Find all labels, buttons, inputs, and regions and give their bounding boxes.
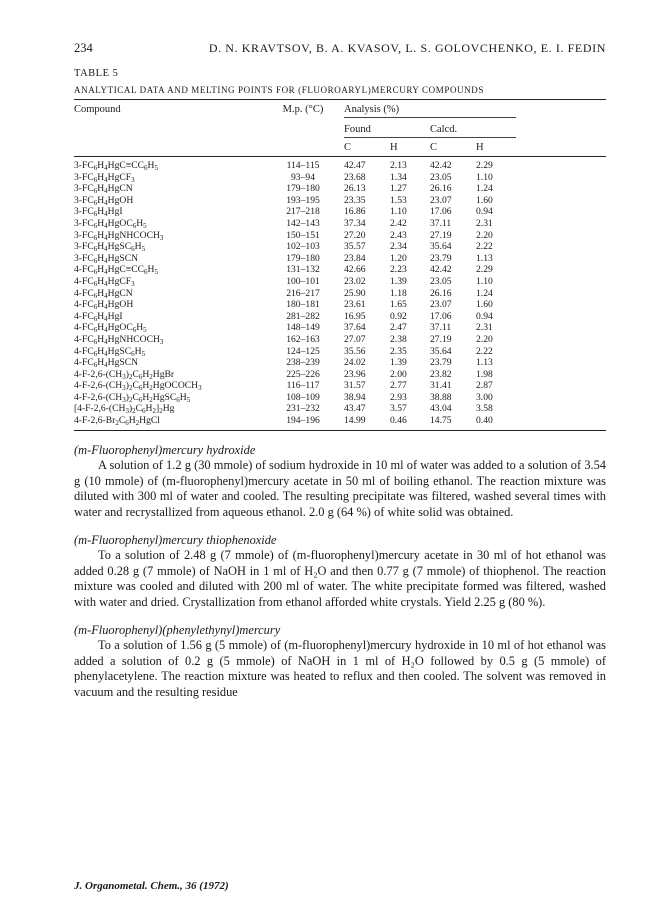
found-h-cell: 3.57 bbox=[390, 403, 407, 415]
calcd-c-cell: 35.64 bbox=[430, 241, 452, 253]
calcd-c-cell: 23.79 bbox=[430, 252, 452, 264]
table-row bbox=[74, 206, 606, 218]
mp-cell: 231–232 bbox=[286, 403, 320, 415]
mp-cell: 162–163 bbox=[286, 333, 320, 345]
found-c-cell: 42.47 bbox=[344, 160, 366, 171]
mp-cell: 116–117 bbox=[286, 380, 320, 392]
calcd-c-cell: 42.42 bbox=[430, 160, 452, 171]
calcd-h-cell: 1.24 bbox=[476, 183, 493, 195]
header-calcd: Calcd. bbox=[430, 124, 458, 135]
mp-cell: 142–143 bbox=[286, 217, 320, 229]
found-h-cell: 0.92 bbox=[390, 310, 407, 322]
calcd-h-cell: 2.31 bbox=[476, 217, 493, 229]
journal-page bbox=[74, 40, 606, 701]
table-row bbox=[74, 322, 606, 334]
compound-cell: $4-FC_6H_4HgI$ bbox=[74, 310, 123, 323]
calcd-c-cell: 42.42 bbox=[430, 264, 452, 276]
table-row bbox=[74, 288, 606, 300]
found-c-cell: 16.86 bbox=[344, 206, 366, 218]
found-h-cell: 2.00 bbox=[390, 368, 407, 380]
found-c-cell: 23.35 bbox=[344, 194, 366, 206]
found-h-cell: 2.38 bbox=[390, 333, 407, 345]
table-caption: ANALYTICAL DATA AND MELTING POINTS FOR (FLUOROARYL)MERCURY COMPOUNDS bbox=[74, 85, 484, 95]
found-c-cell: 23.96 bbox=[344, 368, 366, 380]
calcd-c-cell: 26.16 bbox=[430, 183, 452, 195]
calcd-h-cell: 1.10 bbox=[476, 171, 493, 183]
header-analysis: Analysis (%) bbox=[344, 104, 516, 118]
compound-cell: $4-FC_6H_4HgSCN$ bbox=[74, 357, 139, 370]
compound-cell: $4-FC_6H_4HgNHCOCH_3$ bbox=[74, 333, 164, 346]
calcd-h-cell: 2.20 bbox=[476, 229, 493, 241]
found-h-cell: 2.43 bbox=[390, 229, 407, 241]
table-row bbox=[74, 415, 606, 427]
header-found: Found bbox=[344, 124, 371, 135]
calcd-h-cell: 1.13 bbox=[476, 357, 493, 369]
calcd-h-cell: 2.29 bbox=[476, 264, 493, 276]
calcd-h-cell: 0.94 bbox=[476, 206, 493, 218]
calcd-h-cell: 2.29 bbox=[476, 160, 493, 171]
found-h-cell: 2.47 bbox=[390, 322, 407, 334]
section-paragraph: To a solution of 2.48 g (7 mmole) of (m-fluorophenyl)mercury acetate in 30 ml of hot ethanol was added 0.28 g (7 mmole) of NaOH in 1 ml of H₂O and then 0.77 g (7 mmole) of thiophenol. The reaction mixture was cooled and diluted with 200 ml of water. The white precipitate formed was filtered, washed with water and dried. Crystallization from ethanol afforded white crystals. Yield 2.25 g (80 %). bbox=[74, 548, 606, 609]
data-table bbox=[74, 99, 606, 431]
table-row bbox=[74, 264, 606, 276]
calcd-c-cell: 31.41 bbox=[430, 380, 452, 392]
calcd-c-cell: 23.07 bbox=[430, 194, 452, 206]
compound-cell: $4-FC_6H_4HgCN$ bbox=[74, 287, 133, 300]
journal-footer: J. Organometal. Chem., 36 (1972) bbox=[74, 880, 229, 892]
compound-cell: $4-FC_6H_4HgSC_6H_5$ bbox=[74, 345, 146, 358]
table-row bbox=[74, 299, 606, 311]
calcd-c-cell: 27.19 bbox=[430, 333, 452, 345]
calcd-h-cell: 2.31 bbox=[476, 322, 493, 334]
found-c-cell: 23.02 bbox=[344, 275, 366, 287]
found-c-cell: 26.13 bbox=[344, 183, 366, 195]
found-h-cell: 1.53 bbox=[390, 194, 407, 206]
calcd-c-cell: 23.82 bbox=[430, 368, 452, 380]
calcd-c-cell: 37.11 bbox=[430, 322, 452, 334]
found-c-cell: 16.95 bbox=[344, 310, 366, 322]
mp-cell: 238–239 bbox=[286, 357, 320, 369]
table-label: TABLE 5 bbox=[74, 68, 119, 79]
page-number: 234 bbox=[74, 40, 93, 55]
table-row bbox=[74, 334, 606, 346]
calcd-h-cell: 2.22 bbox=[476, 241, 493, 253]
calcd-h-cell: 2.20 bbox=[476, 333, 493, 345]
found-h-cell: 1.39 bbox=[390, 275, 407, 287]
found-h-cell: 1.10 bbox=[390, 206, 407, 218]
calcd-h-cell: 1.13 bbox=[476, 252, 493, 264]
compound-cell: $3-FC_6H_4HgC\equiv CC_6H_5$ bbox=[74, 160, 158, 172]
compound-cell: $4-FC_6H_4HgOC_6H_5$ bbox=[74, 322, 147, 335]
mp-cell: 108–109 bbox=[286, 391, 320, 403]
calcd-c-cell: 17.06 bbox=[430, 206, 452, 218]
compound-cell: $3-FC_6H_4HgSC_6H_5$ bbox=[74, 241, 146, 254]
found-c-cell: 37.64 bbox=[344, 322, 366, 334]
compound-cell: $3-FC_6H_4HgOH$ bbox=[74, 194, 134, 207]
section-paragraph: To a solution of 1.56 g (5 mmole) of (m-fluorophenyl)mercury hydroxide in 10 ml of hot ethanol was added a solution of 0.2 g (5 mmole) of NaOH in 1 ml of H₂O followed by 0.5 g (5 mmole) of phenylacetylene. The reaction mixture was heated to reflux and then cooled. The solvent was removed in vacuum and the resulting residue bbox=[74, 638, 606, 699]
mp-cell: 102–103 bbox=[286, 241, 320, 253]
calcd-h-cell: 0.40 bbox=[476, 415, 493, 427]
found-h-cell: 2.13 bbox=[390, 160, 407, 171]
found-h-cell: 1.18 bbox=[390, 287, 407, 299]
found-h-cell: 2.42 bbox=[390, 217, 407, 229]
calcd-h-cell: 0.94 bbox=[476, 310, 493, 322]
compound-cell: $4-FC_6H_4HgCF_3$ bbox=[74, 275, 135, 288]
found-h-cell: 1.20 bbox=[390, 252, 407, 264]
compound-cell: $4-F-2,6-(CH_3)_2C_6H_2HgOCOCH_3$ bbox=[74, 380, 202, 393]
table-row bbox=[74, 195, 606, 207]
found-h-cell: 2.34 bbox=[390, 241, 407, 253]
found-h-cell: 2.77 bbox=[390, 380, 407, 392]
calcd-c-cell: 37.11 bbox=[430, 217, 452, 229]
section-title: (m-Fluorophenyl)(phenylethynyl)mercury bbox=[74, 622, 281, 637]
mp-cell: 100–101 bbox=[286, 275, 320, 287]
calcd-h-cell: 1.60 bbox=[476, 299, 493, 311]
found-h-cell: 1.65 bbox=[390, 299, 407, 311]
compound-cell: $3-FC_6H_4HgNHCOCH_3$ bbox=[74, 229, 164, 242]
calcd-h-cell: 3.00 bbox=[476, 391, 493, 403]
found-h-cell: 2.93 bbox=[390, 391, 407, 403]
calcd-c-cell: 35.64 bbox=[430, 345, 452, 357]
found-c-cell: 31.57 bbox=[344, 380, 366, 392]
found-c-cell: 37.34 bbox=[344, 217, 366, 229]
calcd-h-cell: 1.10 bbox=[476, 275, 493, 287]
author-line: D. N. KRAVTSOV, B. A. KVASOV, L. S. GOLOVCHENKO, E. I. FEDIN bbox=[208, 40, 606, 55]
compound-cell: $3-FC_6H_4HgCN$ bbox=[74, 183, 133, 196]
header-found-c: C bbox=[344, 142, 352, 153]
table-row bbox=[74, 403, 606, 415]
calcd-h-cell: 2.22 bbox=[476, 345, 493, 357]
found-c-cell: 23.68 bbox=[344, 171, 366, 183]
calcd-c-cell: 14.75 bbox=[430, 415, 452, 427]
section-title: (m-Fluorophenyl)mercury thiophenoxide bbox=[74, 532, 277, 547]
table-row bbox=[74, 241, 606, 253]
header-compound: Compound bbox=[74, 104, 121, 115]
mp-cell: 216–217 bbox=[286, 287, 320, 299]
compound-cell: $4-F-2,6-(CH_3)_2C_6H_2HgBr$ bbox=[74, 368, 175, 381]
header-calcd-h: H bbox=[476, 142, 484, 153]
mp-cell: 179–180 bbox=[286, 252, 320, 264]
calcd-c-cell: 26.16 bbox=[430, 287, 452, 299]
table-row bbox=[74, 160, 606, 172]
found-c-cell: 23.61 bbox=[344, 299, 366, 311]
found-c-cell: 25.90 bbox=[344, 287, 366, 299]
found-c-cell: 38.94 bbox=[344, 391, 366, 403]
mp-cell: 193–195 bbox=[286, 194, 320, 206]
calcd-h-cell: 3.58 bbox=[476, 403, 493, 415]
section-title: (m-Fluorophenyl)mercury hydroxide bbox=[74, 442, 256, 457]
table-row bbox=[74, 346, 606, 358]
mp-cell: 148–149 bbox=[286, 322, 320, 334]
found-c-cell: 35.56 bbox=[344, 345, 366, 357]
found-c-cell: 43.47 bbox=[344, 403, 366, 415]
calcd-c-cell: 38.88 bbox=[430, 391, 452, 403]
compound-cell: $3-FC_6H_4HgSCN$ bbox=[74, 252, 139, 265]
table-row bbox=[74, 230, 606, 242]
compound-cell: $4-F-2,6-Br_2C_6H_2HgCl$ bbox=[74, 415, 160, 428]
found-c-cell: 35.57 bbox=[344, 241, 366, 253]
table-row bbox=[74, 357, 606, 369]
calcd-h-cell: 1.98 bbox=[476, 368, 493, 380]
found-c-cell: 23.84 bbox=[344, 252, 366, 264]
calcd-h-cell: 2.87 bbox=[476, 380, 493, 392]
found-c-cell: 24.02 bbox=[344, 357, 366, 369]
compound-cell: $3-FC_6H_4HgI$ bbox=[74, 206, 123, 219]
table-row bbox=[74, 218, 606, 230]
mp-cell: 180–181 bbox=[286, 299, 320, 311]
found-h-cell: 1.39 bbox=[390, 357, 407, 369]
calcd-c-cell: 27.19 bbox=[430, 229, 452, 241]
found-h-cell: 1.27 bbox=[390, 183, 407, 195]
table-row bbox=[74, 369, 606, 381]
found-h-cell: 0.46 bbox=[390, 415, 407, 427]
table-body bbox=[74, 160, 606, 427]
calcd-c-cell: 17.06 bbox=[430, 310, 452, 322]
table-row bbox=[74, 276, 606, 288]
compound-cell: $4-FC_6H_4HgOH$ bbox=[74, 299, 134, 312]
mp-cell: 131–132 bbox=[286, 264, 320, 276]
table-row bbox=[74, 172, 606, 184]
calcd-c-cell: 23.07 bbox=[430, 299, 452, 311]
found-c-cell: 42.66 bbox=[344, 264, 366, 276]
calcd-h-cell: 1.60 bbox=[476, 194, 493, 206]
mp-cell: 124–125 bbox=[286, 345, 320, 357]
found-h-cell: 2.23 bbox=[390, 264, 407, 276]
found-c-cell: 14.99 bbox=[344, 415, 366, 427]
mp-cell: 281–282 bbox=[286, 310, 320, 322]
experimental-text bbox=[74, 443, 606, 701]
compound-cell: $3-FC_6H_4HgOC_6H_5$ bbox=[74, 217, 147, 230]
compound-cell: $3-FC_6H_4HgCF_3$ bbox=[74, 171, 135, 184]
table-row bbox=[74, 311, 606, 323]
table-row bbox=[74, 380, 606, 392]
calcd-c-cell: 23.05 bbox=[430, 171, 452, 183]
mp-cell: 225–226 bbox=[286, 368, 320, 380]
compound-cell: $4-F-2,6-(CH_3)_2C_6H_2HgSC_6H_5$ bbox=[74, 391, 191, 404]
header-mp: M.p. (°C) bbox=[282, 104, 324, 115]
compound-cell: $4-FC_6H_4HgC\equiv CC_6H_5$ bbox=[74, 264, 158, 277]
compound-cell: $[4-F-2,6-(CH_3)_2C_6H_2]_2Hg$ bbox=[74, 403, 175, 416]
header-calcd-c: C bbox=[430, 142, 438, 153]
found-h-cell: 1.34 bbox=[390, 171, 407, 183]
calcd-c-cell: 23.05 bbox=[430, 275, 452, 287]
calcd-c-cell: 43.04 bbox=[430, 403, 452, 415]
running-header bbox=[74, 40, 606, 56]
mp-cell: 194–196 bbox=[286, 415, 320, 427]
mp-cell: 93–94 bbox=[291, 171, 315, 183]
mp-cell: 179–180 bbox=[286, 183, 320, 195]
calcd-h-cell: 1.24 bbox=[476, 287, 493, 299]
found-c-cell: 27.20 bbox=[344, 229, 366, 241]
found-c-cell: 27.07 bbox=[344, 333, 366, 345]
table-row bbox=[74, 183, 606, 195]
table-row bbox=[74, 253, 606, 265]
mp-cell: 217–218 bbox=[286, 206, 320, 218]
header-found-h: H bbox=[390, 142, 398, 153]
calcd-c-cell: 23.79 bbox=[430, 357, 452, 369]
mp-cell: 114–115 bbox=[286, 160, 320, 171]
mp-cell: 150–151 bbox=[286, 229, 320, 241]
section-paragraph: A solution of 1.2 g (30 mmole) of sodium hydroxide in 10 ml of water was added to a solution of 3.54 g (10 mmole) of (m-fluorophenyl)mercury acetate in 50 ml of boiling ethanol. The reaction mixture was diluted with 300 ml of water and cooled. The resulting precipitate was filtered, washed several times with water and recrystallized from aqueous ethanol. 2.0 g (64 %) of white solid was obtained. bbox=[74, 458, 606, 520]
found-h-cell: 2.35 bbox=[390, 345, 407, 357]
table-row bbox=[74, 392, 606, 404]
